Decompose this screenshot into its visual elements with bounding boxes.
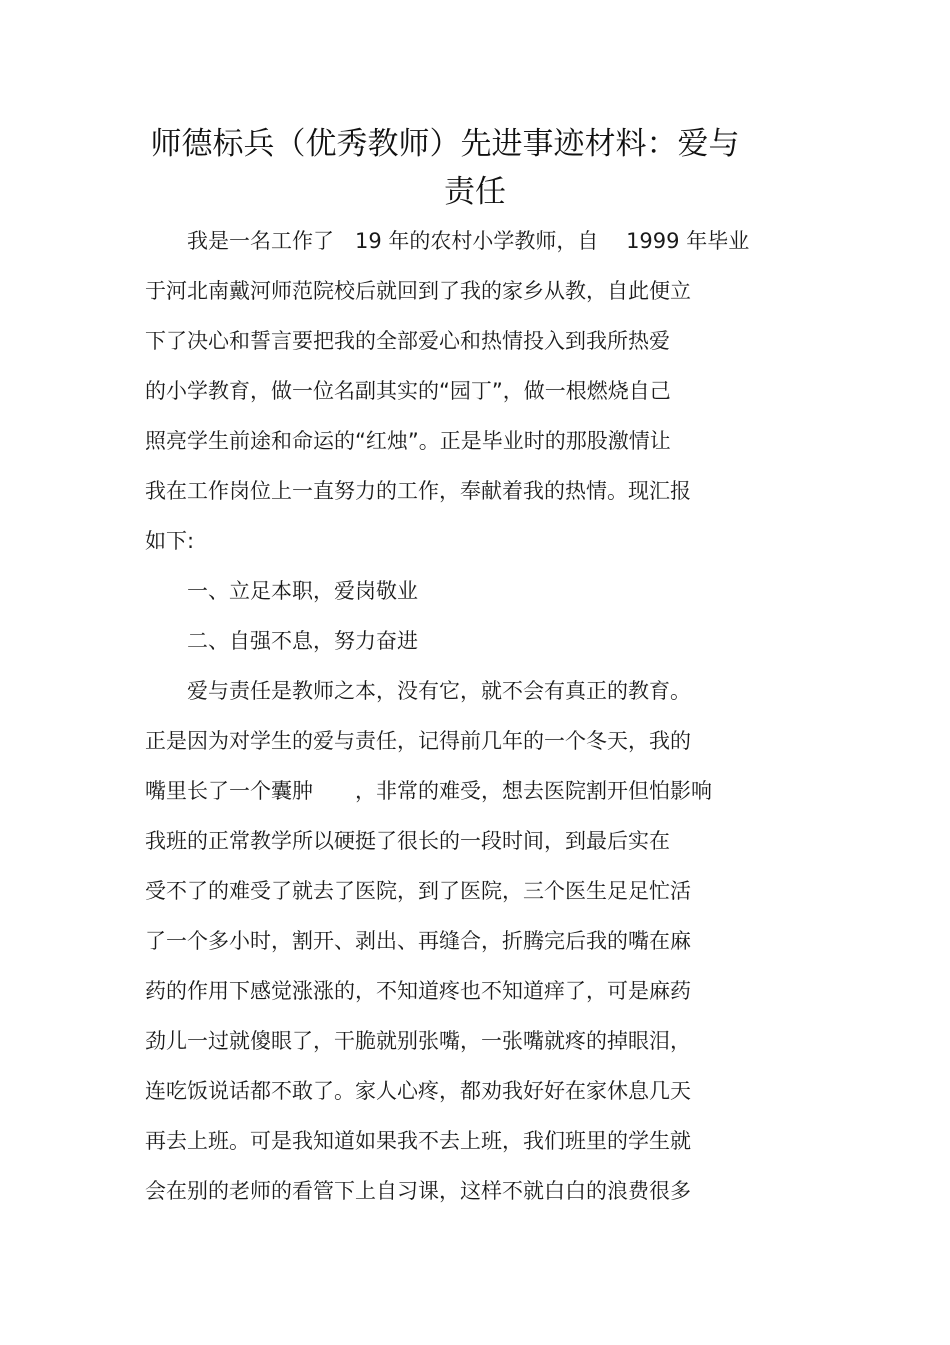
section-heading: 一、立足本职，爱岗敬业	[145, 579, 418, 603]
document-title-line-2: 责任	[444, 174, 506, 210]
paragraph-line: 正是因为对学生的爱与责任，记得前几年的一个冬天，我的	[145, 729, 691, 753]
paragraph-line: 嘴里长了一个囊肿 ，非常的难受，想去医院割开但怕影响	[145, 779, 712, 803]
paragraph-line: 我在工作岗位上一直努力的工作，奉献着我的热情。现汇报	[145, 479, 691, 503]
paragraph-line: 照亮学生前途和命运的“红烛”。正是毕业时的那股激情让	[145, 429, 671, 453]
paragraph-line: 再去上班。可是我知道如果我不去上班，我们班里的学生就	[145, 1129, 691, 1153]
paragraph-line: 受不了的难受了就去了医院，到了医院，三个医生足足忙活	[145, 879, 691, 903]
paragraph-line: 爱与责任是教师之本，没有它，就不会有真正的教育。	[145, 679, 691, 703]
paragraph-line: 劲儿一过就傻眼了，干脆就别张嘴，一张嘴就疼的掉眼泪，	[145, 1029, 691, 1053]
paragraph-line: 我是一名工作了 19 年的农村小学教师，自 1999 年毕业	[145, 229, 750, 253]
paragraph-line: 于河北南戴河师范院校后就回到了我的家乡从教，自此便立	[145, 279, 691, 303]
paragraph-line: 如下:	[145, 529, 195, 553]
paragraph-line: 了一个多小时，割开、剥出、再缝合，折腾完后我的嘴在麻	[145, 929, 691, 953]
document-title-line-1: 师德标兵（优秀教师）先进事迹材料：爱与	[150, 126, 740, 162]
paragraph-line: 下了决心和誓言要把我的全部爱心和热情投入到我所热爱	[145, 329, 670, 353]
paragraph-line: 连吃饭说话都不敢了。家人心疼，都劝我好好在家休息几天	[145, 1079, 691, 1103]
paragraph-line: 我班的正常教学所以硬挺了很长的一段时间，到最后实在	[145, 829, 670, 853]
paragraph-line: 药的作用下感觉涨涨的，不知道疼也不知道痒了，可是麻药	[145, 979, 691, 1003]
paragraph-line: 的小学教育，做一位名副其实的“园丁”，做一根燃烧自己	[145, 379, 671, 403]
section-heading: 二、自强不息，努力奋进	[145, 629, 418, 653]
paragraph-line: 会在别的老师的看管下上自习课，这样不就白白的浪费很多	[145, 1179, 691, 1203]
